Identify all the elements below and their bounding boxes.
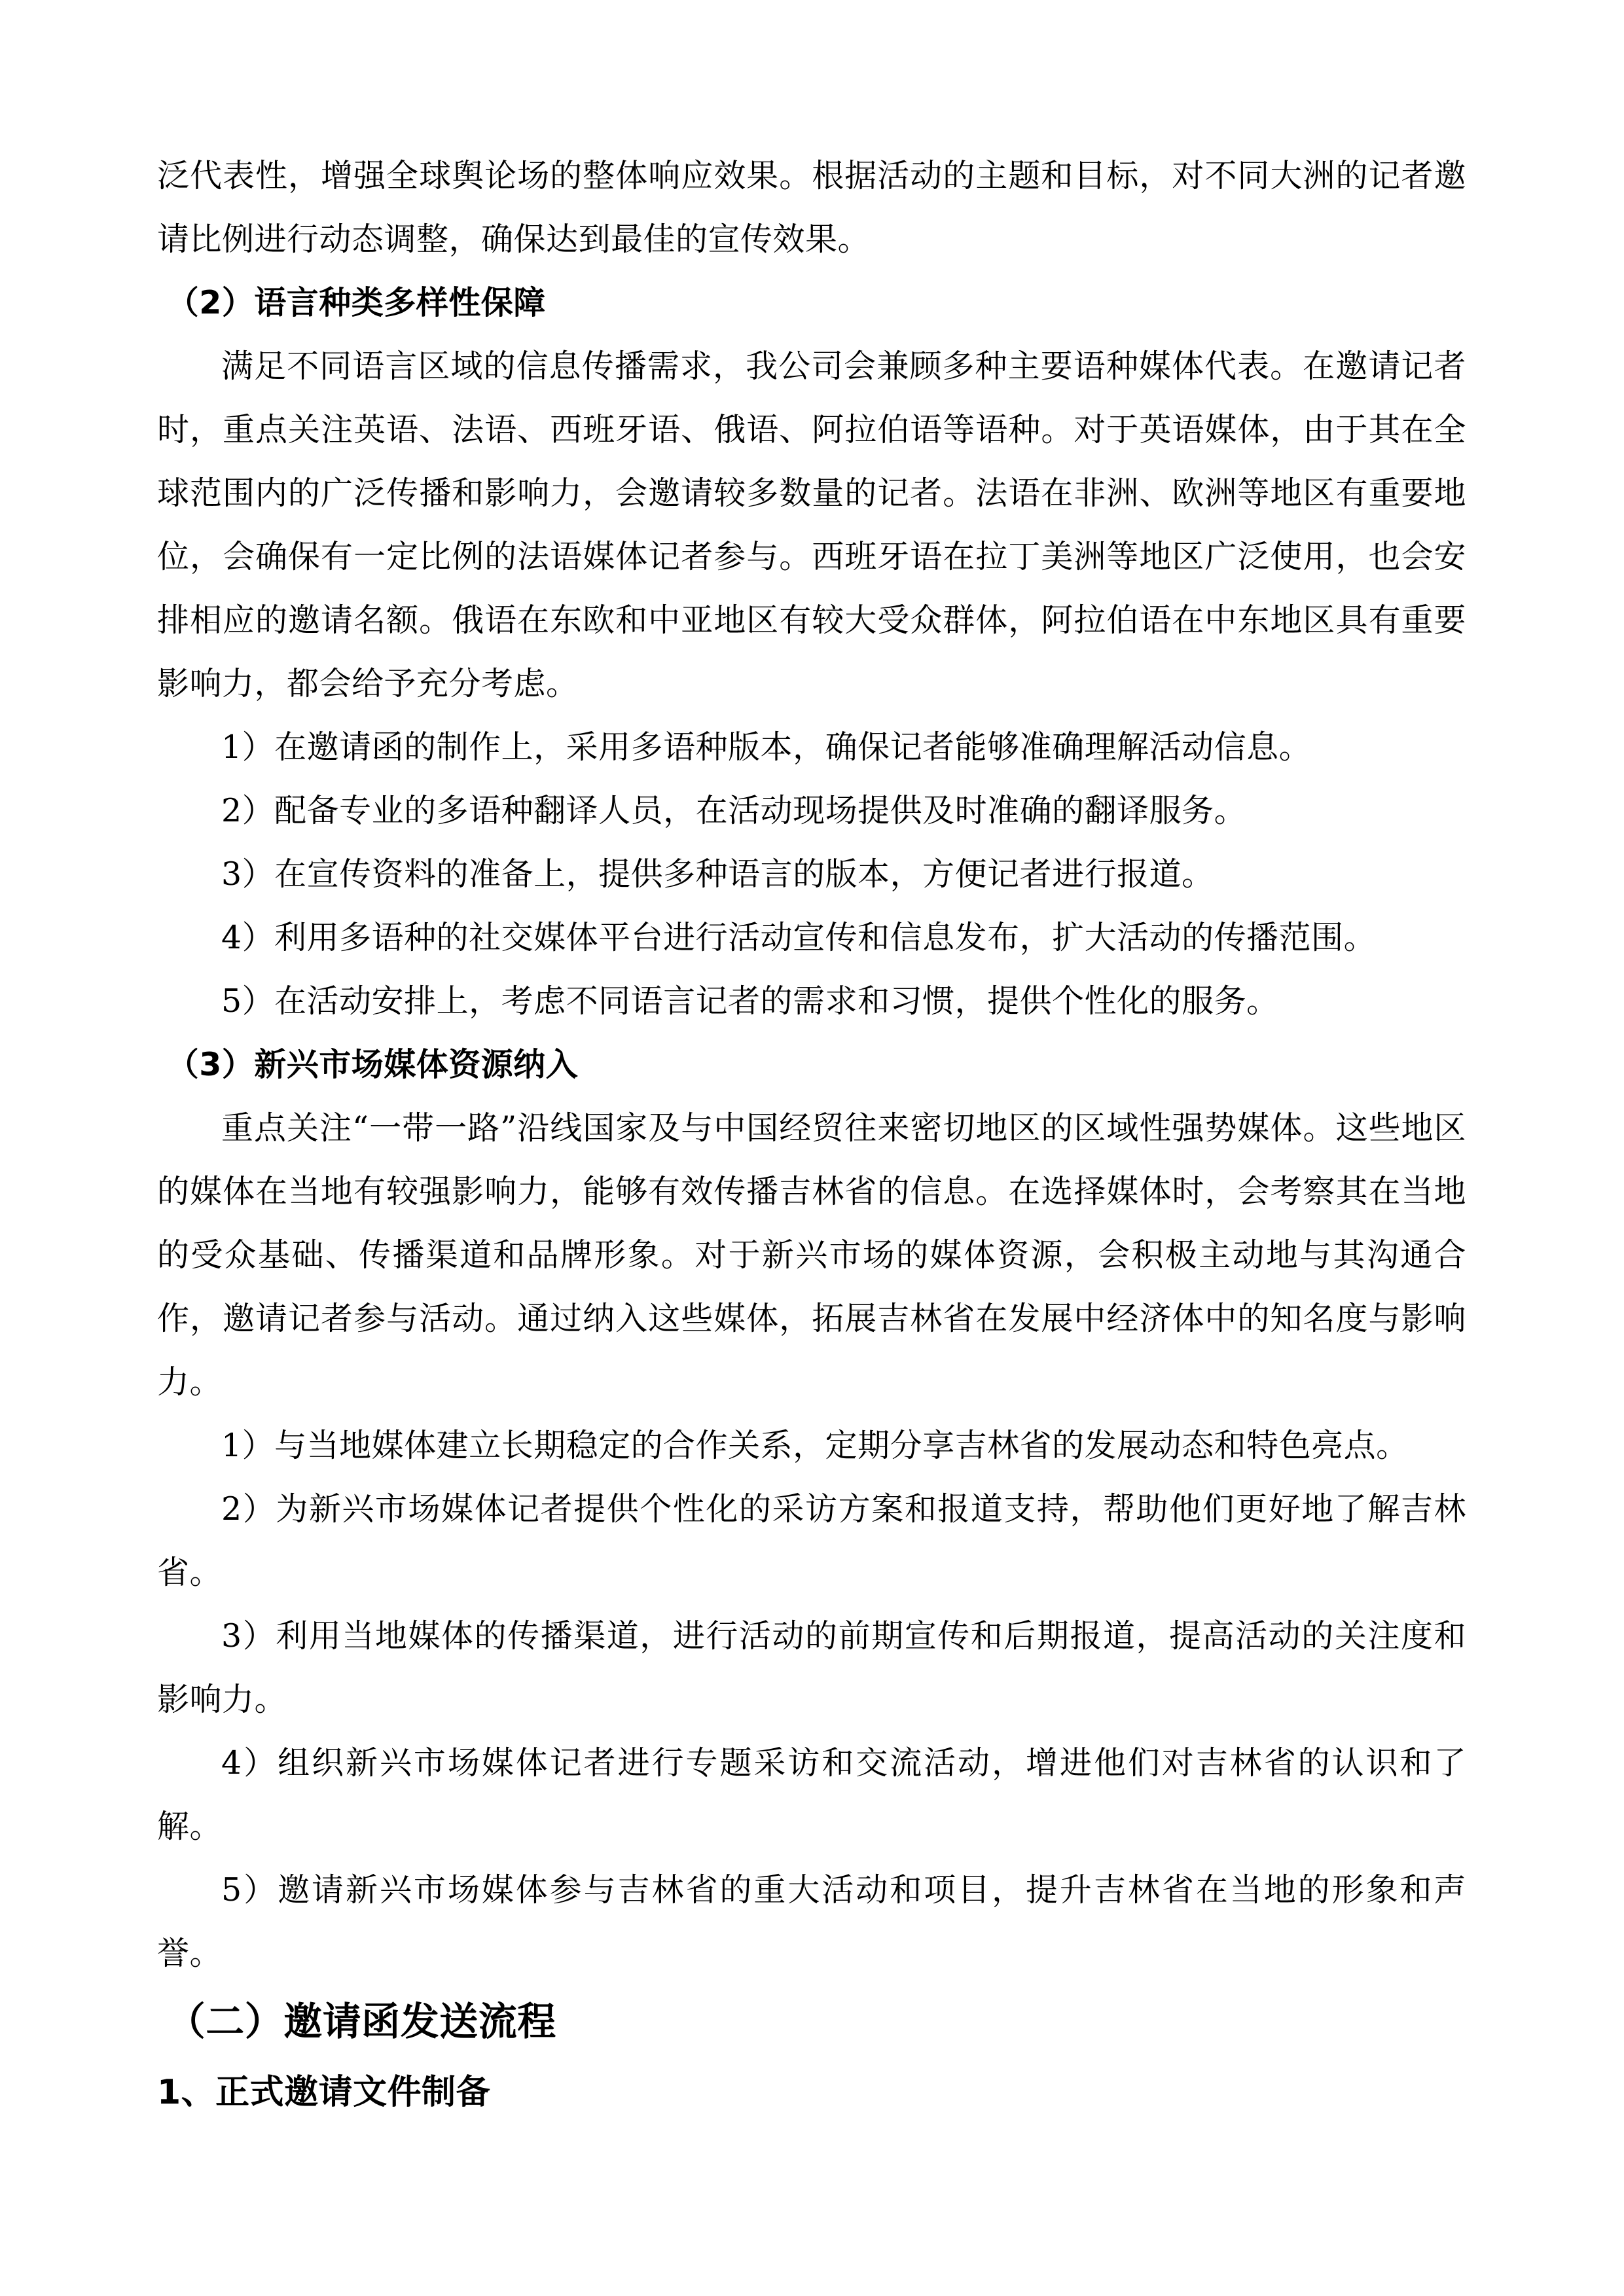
heading-language-diversity: （2）语言种类多样性保障 xyxy=(166,284,546,321)
list-item-emerging-3: 3）利用当地媒体的传播渠道，进行活动的前期宣传和后期报道，提高活动的关注度和影响力。 xyxy=(157,1617,1466,1718)
list-item-emerging-2: 2）为新兴市场媒体记者提供个性化的采访方案和报道支持，帮助他们更好地了解吉林省。 xyxy=(157,1490,1466,1591)
list-item-language-1: 1）在邀请函的制作上，采用多语种版本，确保记者能够准确理解活动信息。 xyxy=(221,728,1312,766)
list-item-language-2: 2）配备专业的多语种翻译人员，在活动现场提供及时准确的翻译服务。 xyxy=(221,792,1247,829)
list-item-emerging-1: 1）与当地媒体建立长期稳定的合作关系，定期分享吉林省的发展动态和特色亮点。 xyxy=(221,1427,1409,1464)
paragraph-continued: 泛代表性，增强全球舆论场的整体响应效果。根据活动的主题和目标，对不同大洲的记者邀请比例进行动态调整，确保达到最佳的宣传效果。 xyxy=(157,157,1466,258)
heading-emerging-markets: （3）新兴市场媒体资源纳入 xyxy=(166,1046,579,1083)
paragraph-emerging-markets: 重点关注“一带一路”沿线国家及与中国经贸往来密切地区的区域性强势媒体。这些地区的媒体在当地有较强影响力，能够有效传播吉林省的信息。在选择媒体时，会考察其在当地的受众基础、传播渠道和品牌形象。对于新兴市场的媒体资源，会积极主动地与其沟通合作，邀请记者参与活动。通过纳入这些媒体，拓展吉林省在发展中经济体中的知名度与影响力。 xyxy=(157,1109,1466,1401)
list-item-language-3: 3）在宣传资料的准备上，提供多种语言的版本，方便记者进行报道。 xyxy=(221,855,1214,893)
paragraph-language-diversity: 满足不同语言区域的信息传播需求，我公司会兼顾多种主要语种媒体代表。在邀请记者时，重点关注英语、法语、西班牙语、俄语、阿拉伯语等语种。对于英语媒体，由于其在全球范围内的广泛传播和影响力，会邀请较多数量的记者。法语在非洲、欧洲等地区有重要地位，会确保有一定比例的法语媒体记者参与。西班牙语在拉丁美洲等地区广泛使用，也会安排相应的邀请名额。俄语在东欧和中亚地区有较大受众群体，阿拉伯语在中东地区具有重要影响力，都会给予充分考虑。 xyxy=(157,348,1466,702)
list-item-emerging-5: 5）邀请新兴市场媒体参与吉林省的重大活动和项目，提升吉林省在当地的形象和声誉。 xyxy=(157,1871,1466,1972)
heading-formal-invitation-preparation: 1、正式邀请文件制备 xyxy=(157,2073,491,2112)
list-item-language-4: 4）利用多语种的社交媒体平台进行活动宣传和信息发布，扩大活动的传播范围。 xyxy=(221,919,1377,956)
list-item-language-5: 5）在活动安排上，考虑不同语言记者的需求和习惯，提供个性化的服务。 xyxy=(221,982,1279,1020)
heading-invitation-send-process: （二）邀请函发送流程 xyxy=(166,1999,556,2044)
list-item-emerging-4: 4）组织新兴市场媒体记者进行专题采访和交流活动，增进他们对吉林省的认识和了解。 xyxy=(157,1744,1466,1845)
